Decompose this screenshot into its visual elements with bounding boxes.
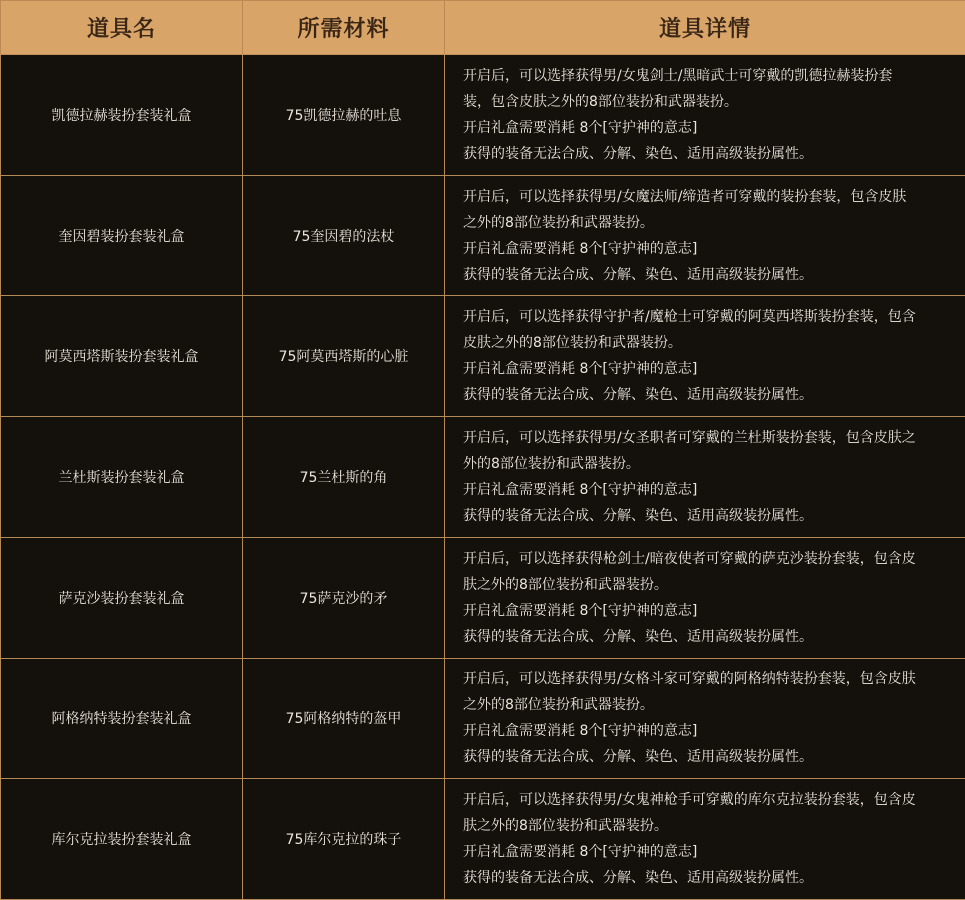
table-row: [1, 658, 965, 779]
material-cell: 75萨克沙的矛: [243, 537, 445, 658]
detail-line: 获得的装备无法合成、分解、染色、适用高级装扮属性。: [463, 628, 813, 645]
table-row: [1, 55, 965, 176]
detail-line: 装，包含皮肤之外的8部位装扮和武器装扮。: [463, 93, 738, 110]
detail-line: 获得的装备无法合成、分解、染色、适用高级装扮属性。: [463, 870, 813, 887]
item-name-cell: 萨克沙装扮套装礼盒: [1, 537, 243, 658]
detail-line: 开启后，可以选择获得男/女鬼剑士/黑暗武士可穿戴的凯德拉赫装扮套: [463, 67, 893, 84]
item-name-cell: 库尔克拉装扮套装礼盒: [1, 779, 243, 900]
item-name-cell: 阿格纳特装扮套装礼盒: [1, 658, 243, 779]
detail-line: 获得的装备无法合成、分解、染色、适用高级装扮属性。: [463, 749, 813, 766]
item-name-cell: 奎因碧装扮套装礼盒: [1, 175, 243, 296]
detail-cell: [445, 537, 965, 658]
detail-line: 开启礼盒需要消耗 8个[守护神的意志]: [463, 602, 698, 619]
item-name-cell: 凯德拉赫装扮套装礼盒: [1, 55, 243, 176]
table-header-row: [1, 1, 965, 55]
material-cell: 75库尔克拉的珠子: [243, 779, 445, 900]
detail-cell: [445, 296, 965, 417]
detail-line: 获得的装备无法合成、分解、染色、适用高级装扮属性。: [463, 266, 813, 283]
column-header-item-name: 道具名: [1, 1, 243, 55]
detail-line: 获得的装备无法合成、分解、染色、适用高级装扮属性。: [463, 387, 813, 404]
detail-line: 之外的8部位装扮和武器装扮。: [463, 697, 654, 714]
detail-cell: [445, 175, 965, 296]
detail-line: 开启后，可以选择获得男/女圣职者可穿戴的兰杜斯装扮套装，包含皮肤之: [463, 429, 916, 446]
material-cell: 75阿格纳特的盔甲: [243, 658, 445, 779]
detail-line: 开启礼盒需要消耗 8个[守护神的意志]: [463, 361, 698, 378]
detail-line: 开启后，可以选择获得守护者/魔枪士可穿戴的阿莫西塔斯装扮套装，包含: [463, 309, 916, 326]
detail-cell: [445, 658, 965, 779]
detail-line: 开启后，可以选择获得男/女魔法师/缔造者可穿戴的装扮套装，包含皮肤: [463, 188, 907, 205]
table-row: [1, 779, 965, 900]
detail-line: 肤之外的8部位装扮和武器装扮。: [463, 576, 668, 593]
detail-line: 开启礼盒需要消耗 8个[守护神的意志]: [463, 240, 698, 257]
material-cell: 75阿莫西塔斯的心脏: [243, 296, 445, 417]
detail-line: 皮肤之外的8部位装扮和武器装扮。: [463, 335, 682, 352]
detail-line: 之外的8部位装扮和武器装扮。: [463, 214, 654, 231]
detail-line: 开启后，可以选择获得男/女格斗家可穿戴的阿格纳特装扮套装，包含皮肤: [463, 671, 916, 688]
detail-line: 开启后，可以选择获得枪剑士/暗夜使者可穿戴的萨克沙装扮套装，包含皮: [463, 550, 916, 567]
table-row: [1, 175, 965, 296]
detail-cell: [445, 417, 965, 538]
material-cell: 75凯德拉赫的吐息: [243, 55, 445, 176]
detail-cell: [445, 779, 965, 900]
detail-line: 开启后，可以选择获得男/女鬼神枪手可穿戴的库尔克拉装扮套装，包含皮: [463, 792, 916, 809]
column-header-detail: 道具详情: [445, 1, 965, 55]
detail-line: 获得的装备无法合成、分解、染色、适用高级装扮属性。: [463, 145, 813, 162]
column-header-material: 所需材料: [243, 1, 445, 55]
item-name-cell: 兰杜斯装扮套装礼盒: [1, 417, 243, 538]
material-cell: 75奎因碧的法杖: [243, 175, 445, 296]
detail-line: 开启礼盒需要消耗 8个[守护神的意志]: [463, 844, 698, 861]
detail-line: 开启礼盒需要消耗 8个[守护神的意志]: [463, 723, 698, 740]
detail-line: 获得的装备无法合成、分解、染色、适用高级装扮属性。: [463, 507, 813, 524]
table-row: [1, 296, 965, 417]
detail-line: 外的8部位装扮和武器装扮。: [463, 455, 640, 472]
detail-line: 肤之外的8部位装扮和武器装扮。: [463, 818, 668, 835]
material-cell: 75兰杜斯的角: [243, 417, 445, 538]
detail-cell: [445, 55, 965, 176]
table-row: [1, 417, 965, 538]
detail-line: 开启礼盒需要消耗 8个[守护神的意志]: [463, 119, 698, 136]
detail-line: 开启礼盒需要消耗 8个[守护神的意志]: [463, 481, 698, 498]
item-name-cell: 阿莫西塔斯装扮套装礼盒: [1, 296, 243, 417]
table-row: [1, 537, 965, 658]
